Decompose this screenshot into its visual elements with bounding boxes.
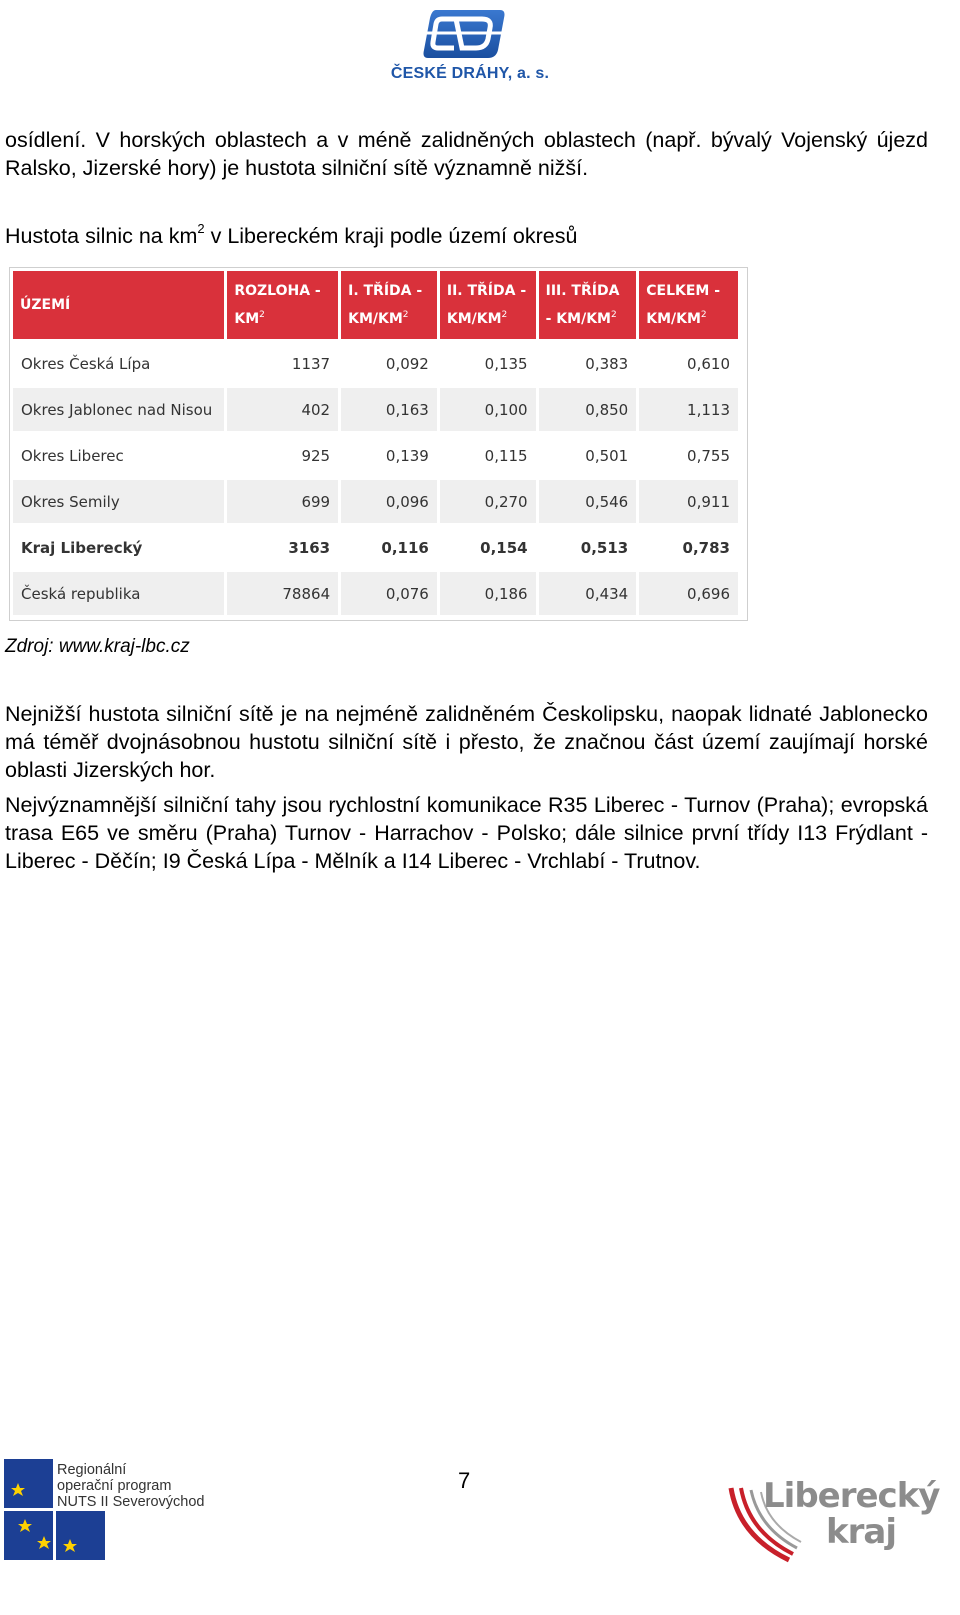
table-cell: 0,096 bbox=[341, 480, 437, 523]
table-cell: 0,696 bbox=[639, 572, 738, 615]
table-cell: 0,100 bbox=[440, 388, 536, 431]
table-cell: 0,501 bbox=[585, 446, 629, 465]
table-cell: 925 bbox=[301, 446, 331, 465]
table-row bbox=[13, 342, 738, 385]
paragraph-density: Nejnižší hustota silniční sítě je na nejméně zalidněném Českolipsku, naopak lidnaté Jablonecko má téměř dvojnásobnou hustotu silniční sítě i přesto, že značnou část území zaujímají horské oblasti Jizerských hor. bbox=[5, 702, 928, 782]
eu-program-label: Regionální operační program NUTS II Severovýchod bbox=[57, 1462, 205, 1510]
table-cell: 1137 bbox=[291, 354, 331, 373]
table-row bbox=[13, 434, 738, 477]
table-cell: 3163 bbox=[288, 538, 331, 557]
column-header: CELKEM - $KM/KM^2$ bbox=[639, 271, 738, 339]
road-density-table bbox=[9, 267, 748, 621]
table-cell: 699 bbox=[227, 480, 338, 523]
table-cell: 0,135 bbox=[484, 354, 528, 373]
table-cell: 0,513 bbox=[580, 538, 629, 557]
table-cell-area: Okres Liberec bbox=[21, 446, 124, 465]
table-cell: 0,383 bbox=[585, 354, 629, 373]
table-cell: 0,115 bbox=[484, 446, 528, 465]
table-row-region-total bbox=[13, 526, 738, 569]
table-cell-area: Okres Česká Lípa bbox=[21, 354, 151, 373]
table-cell: 0,076 bbox=[341, 572, 437, 615]
table-cell: 78864 bbox=[227, 572, 338, 615]
column-header: II. TŘÍDA - $KM/KM^2$ bbox=[440, 271, 536, 339]
table-cell: 0,755 bbox=[687, 446, 730, 465]
table-cell: 0,092 bbox=[385, 354, 429, 373]
table-cell: 0,911 bbox=[639, 480, 738, 523]
table-cell-area: Okres Jablonec nad Nisou bbox=[13, 388, 224, 431]
column-header: ROZLOHA - $KM^2$ bbox=[227, 271, 338, 339]
table-cell: 402 bbox=[227, 388, 338, 431]
table-cell: 0,186 bbox=[440, 572, 536, 615]
table-cell: 0,139 bbox=[385, 446, 429, 465]
table-cell: 1,113 bbox=[639, 388, 738, 431]
source-note: Zdroj: www.kraj-lbc.cz bbox=[5, 636, 190, 657]
table-cell: 0,546 bbox=[539, 480, 637, 523]
region-logo-text: Liberecký bbox=[763, 1476, 940, 1516]
column-header: III. TŘÍDA - $KM/KM^2$ bbox=[539, 271, 637, 339]
table-row bbox=[13, 388, 738, 431]
table-cell: 0,270 bbox=[440, 480, 536, 523]
table-cell: 0,850 bbox=[539, 388, 637, 431]
table-cell: 0,163 bbox=[341, 388, 437, 431]
page-number: 7 bbox=[458, 1468, 471, 1493]
company-name: ČESKÉ DRÁHY, a. s. bbox=[390, 65, 550, 82]
table-cell-area: Okres Semily bbox=[13, 480, 224, 523]
table-cell: 0,116 bbox=[381, 538, 429, 557]
table-row bbox=[13, 572, 738, 615]
column-header: ÚZEMÍ bbox=[13, 271, 224, 339]
table-cell-area: Kraj Liberecký bbox=[21, 538, 143, 557]
table-row bbox=[13, 480, 738, 523]
table-cell: 0,434 bbox=[539, 572, 637, 615]
column-header: I. TŘÍDA - $KM/KM^2$ bbox=[341, 271, 437, 339]
table-cell: 0,783 bbox=[682, 538, 730, 557]
table-cell-area: Česká republika bbox=[13, 572, 224, 615]
region-logo-text: kraj bbox=[826, 1512, 896, 1552]
paragraph-roads: Nejvýznamnější silniční tahy jsou rychlostní komunikace R35 Liberec - Turnov (Praha); evropská trasa E65 ve směru (Praha) Turnov - Harrachov - Polsko; dále silnice první třídy I13 Frýdlant - Liberec - Děčín; I9 Česká Lípa - Mělník a I14 Liberec - Vrchlabí - Trutnov. bbox=[5, 793, 928, 873]
table-header-row bbox=[13, 271, 738, 339]
table-cell: 0,610 bbox=[687, 354, 730, 373]
table-caption: Hustota silnic na $km^2$ v Libereckém kraji podle území okresů bbox=[5, 221, 578, 248]
table-cell: 0,154 bbox=[480, 538, 528, 557]
cd-logo-icon bbox=[422, 6, 508, 64]
paragraph-intro: osídlení. V horských oblastech a v méně zalidněných oblastech (např. bývalý Vojenský újezd Ralsko, Jizerské hory) je hustota silniční sítě významně nižší. bbox=[5, 128, 928, 180]
